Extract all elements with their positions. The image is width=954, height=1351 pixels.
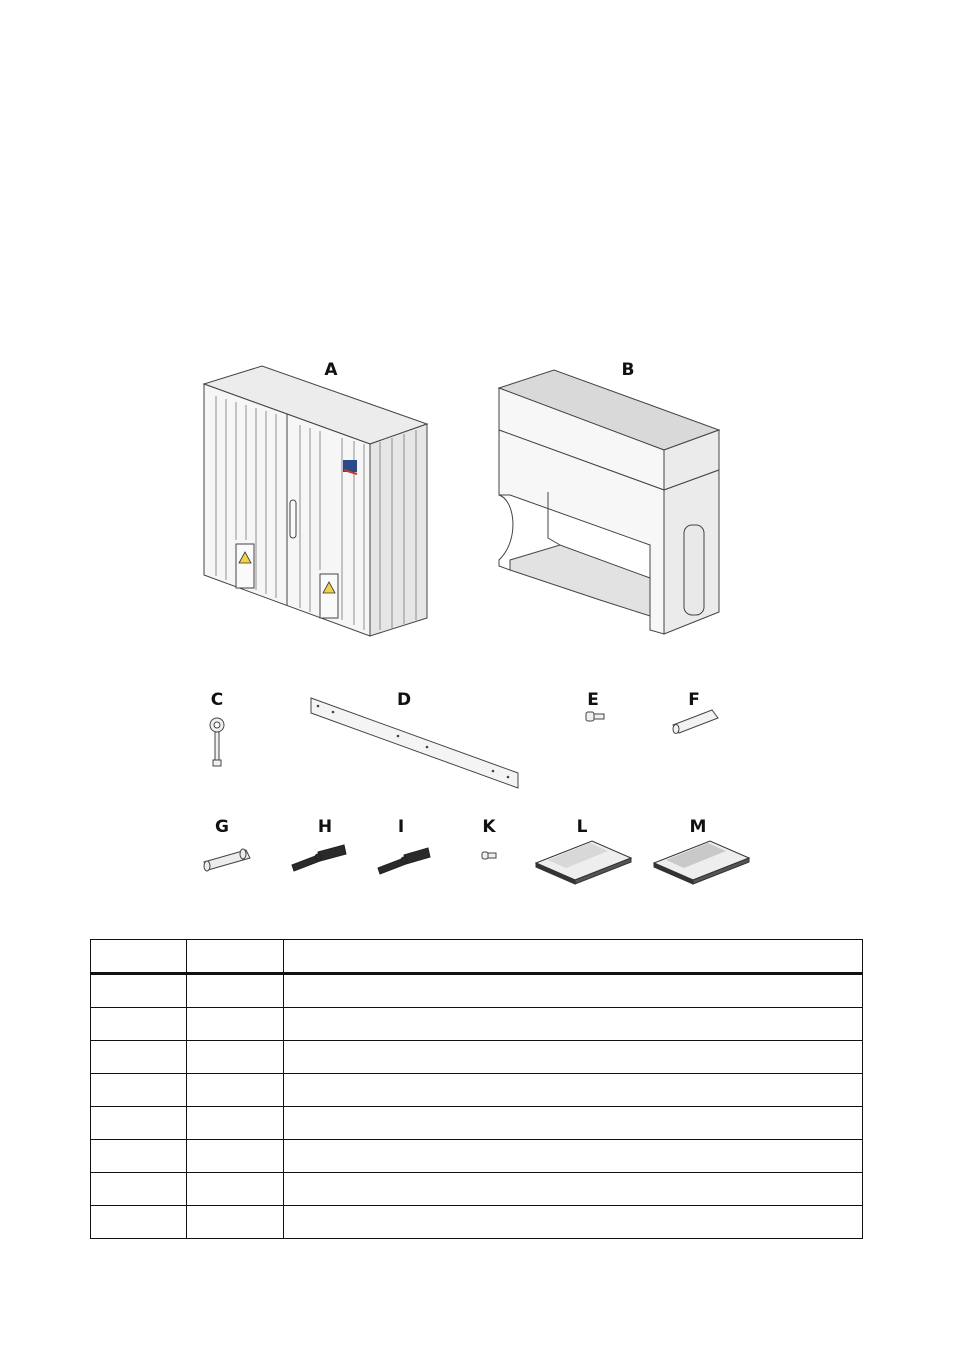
table-cell — [187, 974, 284, 1008]
label-m: M — [689, 817, 707, 837]
table-cell — [91, 1206, 187, 1239]
base-illustration — [499, 370, 719, 634]
header-cell — [187, 940, 284, 974]
label-f: F — [688, 690, 700, 710]
table-row — [91, 974, 863, 1008]
table-cell — [284, 1041, 863, 1074]
document-l-illustration — [536, 841, 631, 884]
plug-illustration — [482, 852, 496, 859]
table-cell — [187, 1173, 284, 1206]
table-cell — [91, 1041, 187, 1074]
scope-of-delivery-table — [90, 939, 863, 1239]
table-cell — [91, 1008, 187, 1041]
table-row — [91, 1140, 863, 1173]
enclosure-illustration — [204, 366, 427, 636]
header-cell — [284, 940, 863, 974]
label-a: A — [324, 360, 338, 380]
table-cell — [91, 1107, 187, 1140]
table-header-row — [91, 940, 863, 974]
table-row — [91, 1206, 863, 1239]
label-i: I — [397, 817, 405, 837]
table-cell — [91, 1140, 187, 1173]
table-cell — [187, 1074, 284, 1107]
label-e: E — [587, 690, 599, 710]
table-cell — [187, 1206, 284, 1239]
table-cell — [187, 1008, 284, 1041]
table-cell — [284, 1074, 863, 1107]
connector-h-illustration — [292, 845, 346, 871]
table-row — [91, 1074, 863, 1107]
table-cell — [284, 1140, 863, 1173]
table-cell — [284, 1173, 863, 1206]
document-m-illustration — [654, 841, 749, 884]
table-cell — [284, 1206, 863, 1239]
connector-i-illustration — [378, 848, 430, 874]
table-cell — [187, 1107, 284, 1140]
key-illustration — [210, 718, 224, 766]
table-row — [91, 1041, 863, 1074]
label-h: H — [317, 817, 333, 837]
table-cell — [91, 1074, 187, 1107]
table-cell — [91, 974, 187, 1008]
table-cell — [187, 1041, 284, 1074]
label-l: L — [576, 817, 588, 837]
label-b: B — [621, 360, 635, 380]
label-g: G — [215, 817, 229, 837]
mounting-bar-illustration — [311, 698, 518, 788]
table-row — [91, 1008, 863, 1041]
table-cell — [284, 1107, 863, 1140]
table-cell — [187, 1140, 284, 1173]
table-row — [91, 1107, 863, 1140]
fuse-illustration — [204, 849, 250, 871]
table-row — [91, 1173, 863, 1206]
rod-illustration — [673, 710, 718, 734]
header-cell — [91, 940, 187, 974]
table-cell — [284, 1008, 863, 1041]
label-c: C — [210, 690, 224, 710]
table-cell — [284, 974, 863, 1008]
table-cell — [91, 1173, 187, 1206]
screw-illustration — [586, 712, 604, 721]
label-d: D — [396, 690, 412, 710]
label-k: K — [482, 817, 496, 837]
